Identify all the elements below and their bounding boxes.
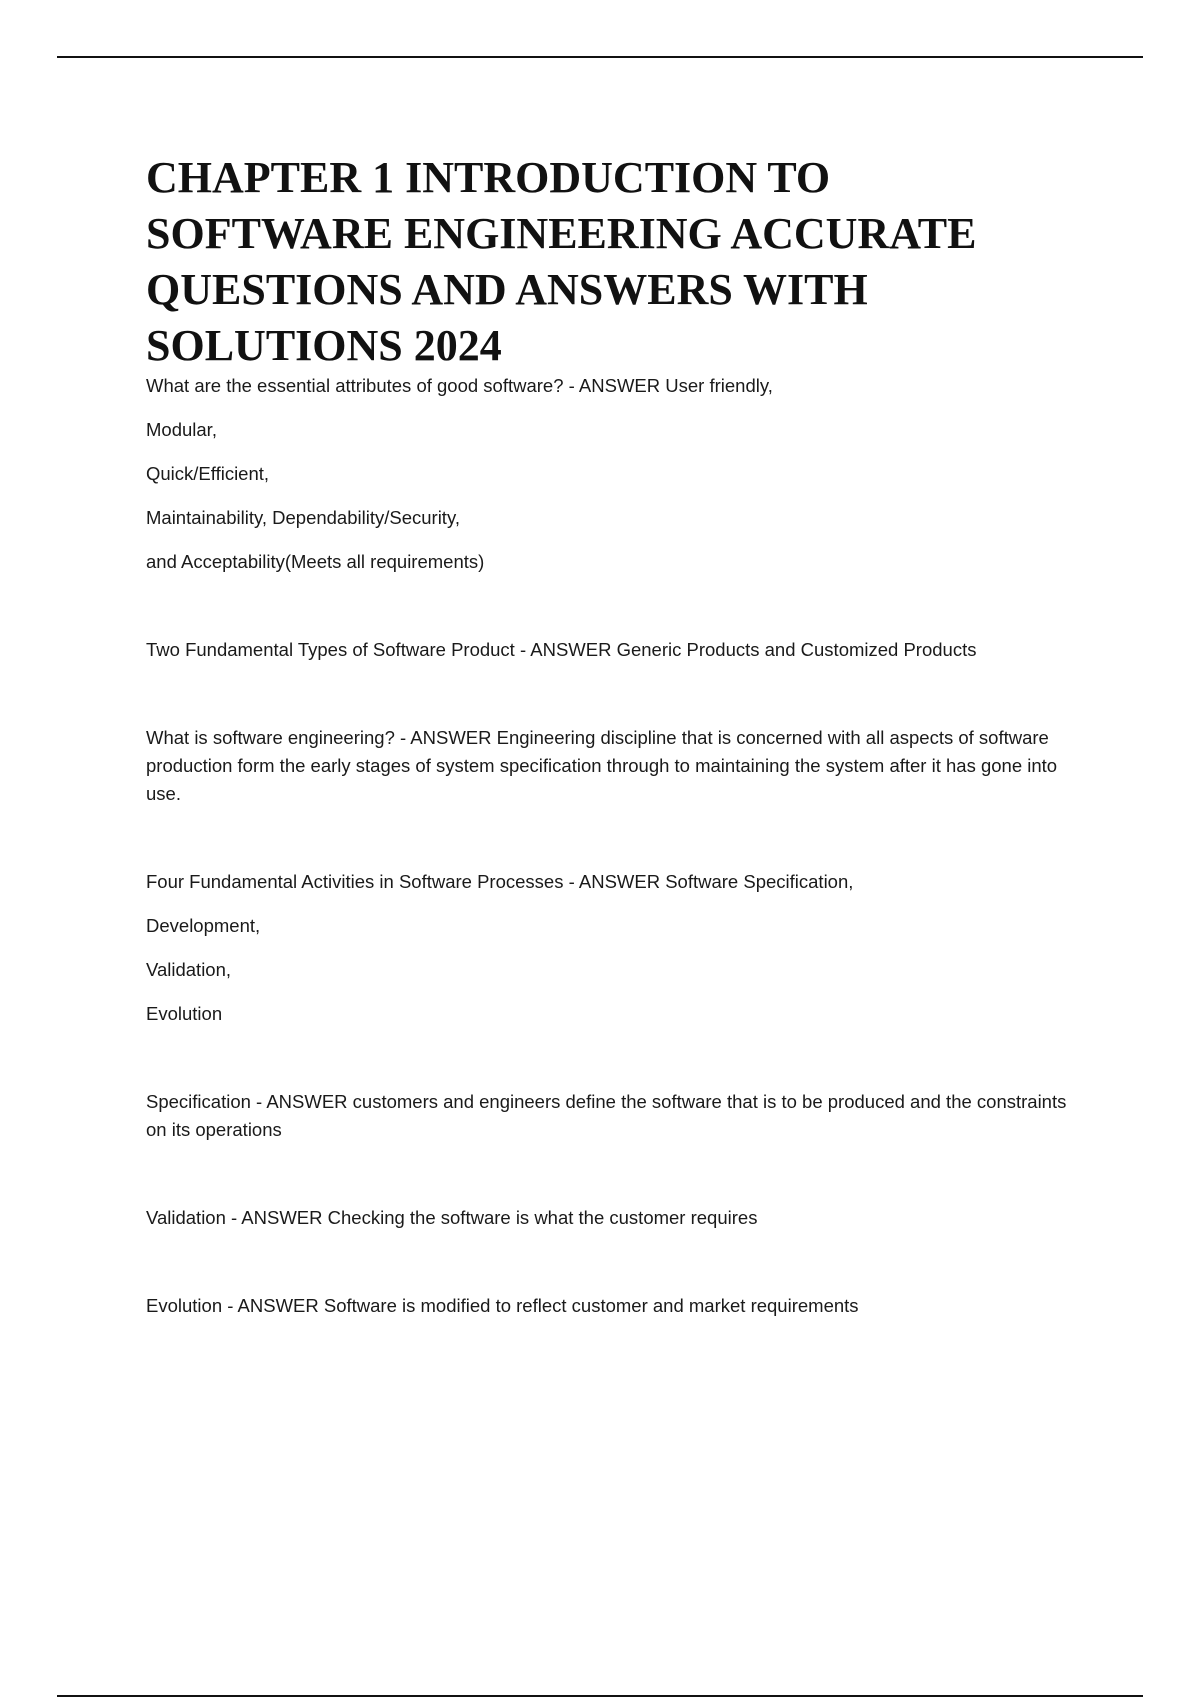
qa-item-product-types [146, 636, 1086, 664]
qa-item-attributes [146, 372, 1086, 576]
qa-line: Development, [146, 915, 261, 936]
qa-line: Four Fundamental Activities in Software Processes - ANSWER Software Specification, [146, 871, 854, 892]
qa-text: Evolution - ANSWER Software is modified to reflect customer and market requirements [146, 1295, 859, 1316]
qa-item-activities [146, 868, 1086, 1028]
document-body [146, 150, 1086, 1320]
qa-item-evolution [146, 1292, 1086, 1320]
qa-line: and Acceptability(Meets all requirements) [146, 551, 485, 572]
qa-text: What is software engineering? - ANSWER Engineering discipline that is concerned with all aspects of software production form the early stages of system specification through to maintaining the system after it has gone into use. [146, 727, 1058, 804]
qa-line: Maintainability, Dependability/Security, [146, 507, 460, 528]
qa-line: Quick/Efficient, [146, 463, 270, 484]
bottom-rule [57, 1695, 1143, 1697]
qa-item-validation [146, 1204, 1086, 1232]
qa-text: Specification - ANSWER customers and engineers define the software that is to be produced and the constraints on its operations [146, 1091, 1067, 1140]
qa-line: Validation, [146, 959, 232, 980]
document-title: CHAPTER 1 INTRODUCTION TO SOFTWARE ENGINEERING ACCURATE QUESTIONS AND ANSWERS WITH SOLUTIONS 2024 [146, 153, 977, 370]
qa-item-software-engineering [146, 724, 1086, 808]
qa-line: Evolution [146, 1003, 223, 1024]
qa-text: Two Fundamental Types of Software Product - ANSWER Generic Products and Customized Products [146, 639, 977, 660]
qa-line: Modular, [146, 419, 217, 440]
qa-item-specification [146, 1088, 1086, 1144]
qa-line: What are the essential attributes of good software? - ANSWER User friendly, [146, 375, 773, 396]
qa-list [146, 372, 1086, 1320]
top-rule [57, 56, 1143, 58]
qa-text: Validation - ANSWER Checking the software is what the customer requires [146, 1207, 758, 1228]
